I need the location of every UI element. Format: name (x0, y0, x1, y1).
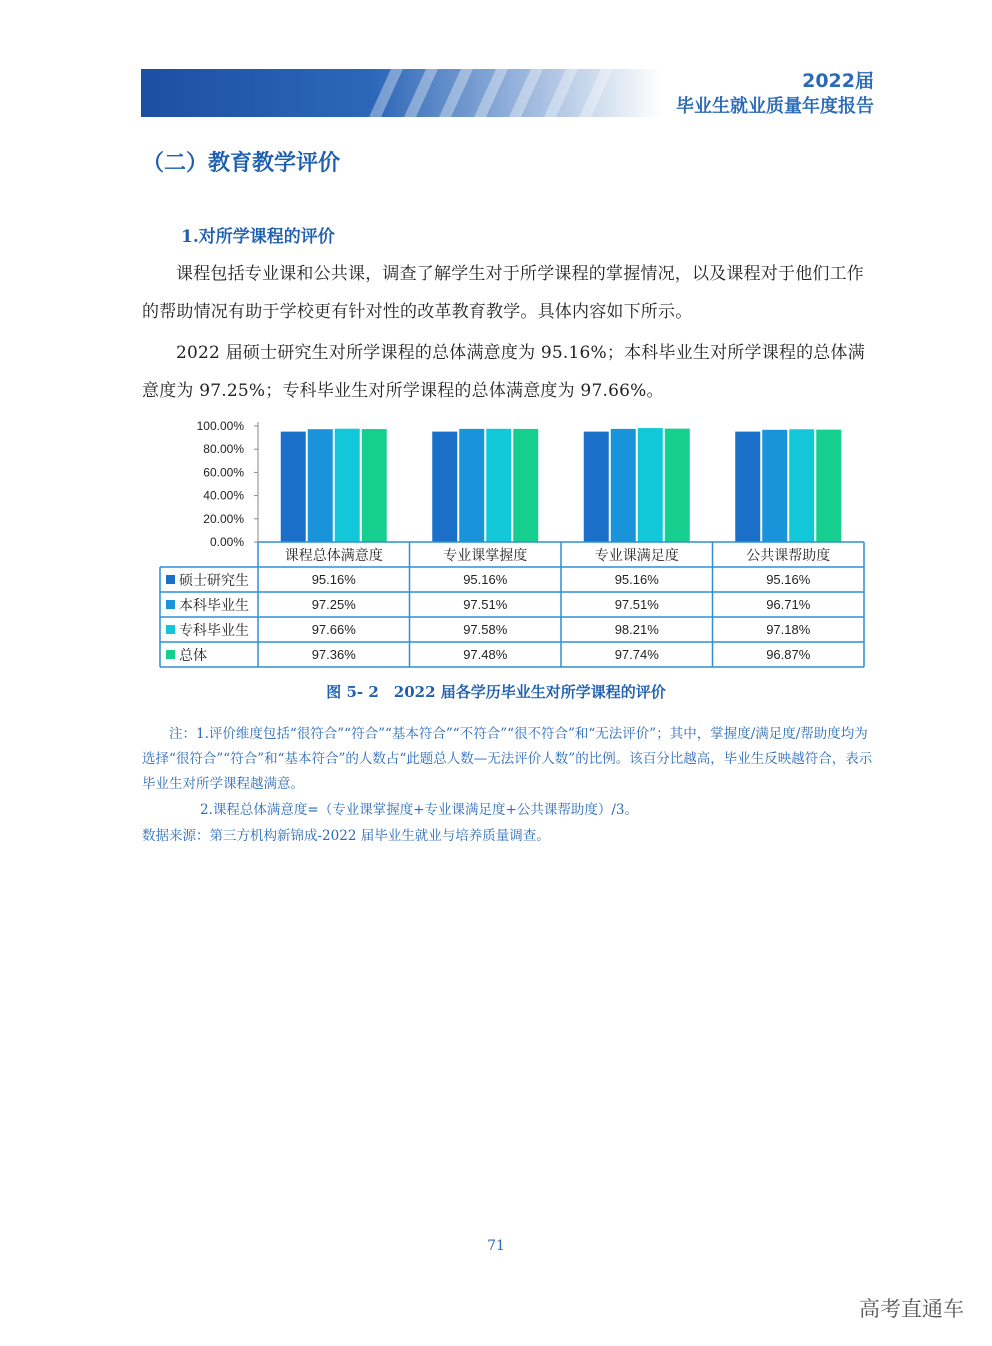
data-label: 97.51% (614, 597, 659, 612)
bar-2-4 (762, 430, 787, 542)
data-source: 数据来源：第三方机构新锦成-2022 届毕业生就业与培养质量调查。 (142, 828, 550, 844)
bar-2-3 (611, 429, 636, 542)
section-title: （二）教育教学评价 (142, 151, 341, 176)
data-label: 96.71% (766, 597, 811, 612)
legend-series-name: 总体 (179, 648, 207, 664)
paragraph-intro: 课程包括专业课和公共课，调查了解学生对于所学课程的掌握情况，以及课程对于他们工作的帮助情况有助于学校更有针对性的改革教育教学。具体内容如下所示。 (142, 264, 864, 322)
report-name: 毕业生就业质量年度报告 (676, 96, 874, 117)
data-label: 97.18% (766, 622, 811, 637)
header-decoration-bar (141, 69, 661, 117)
y-tick-label: 60.00% (203, 465, 244, 480)
bar-3-4 (789, 429, 814, 542)
data-label: 97.48% (463, 647, 508, 662)
data-label: 95.16% (766, 572, 811, 587)
bar-2-1 (308, 429, 333, 542)
data-label: 97.66% (311, 622, 356, 637)
legend-swatch (166, 575, 175, 584)
y-tick-label: 20.00% (203, 511, 244, 526)
bar-4-2 (513, 429, 538, 542)
category-label: 专业课满足度 (594, 548, 679, 564)
bar-3-2 (486, 429, 511, 542)
bar-3-3 (638, 428, 663, 542)
legend-series-name: 硕士研究生 (179, 573, 249, 589)
data-label: 97.25% (311, 597, 356, 612)
bar-4-4 (816, 430, 841, 542)
bar-1-2 (432, 432, 457, 542)
bar-4-1 (362, 429, 387, 542)
data-label: 97.36% (311, 647, 356, 662)
paragraph-satisfaction: 2022 届硕士研究生对所学课程的总体满意度为 95.16%；本科毕业生对所学课程的总体满意度为 97.25%；专科毕业生对所学课程的总体满意度为 97.66%。 (142, 343, 865, 401)
bar-2-2 (459, 429, 484, 542)
chart-svg (150, 412, 870, 670)
figure-caption: 图 5- 2 2022 届各学历毕业生对所学课程的评价 (326, 683, 666, 701)
page-number: 71 (487, 1238, 505, 1254)
bar-1-1 (281, 432, 306, 542)
legend-swatch (166, 600, 175, 609)
legend-swatch (166, 625, 175, 634)
y-tick-label: 40.00% (203, 488, 244, 503)
category-label: 课程总体满意度 (284, 548, 383, 564)
note-1: 注：1.评价维度包括“很符合”“符合”“基本符合”“不符合”“很不符合”和“无法评价”；其中，掌握度/满足度/帮助度均为选择“很符合”“符合”和“基本符合”的人数占“此题总人数—无法评价人数”的比例。该百分比越高，毕业生反映越符合，表示毕业生对所学课程越满意。 (142, 726, 873, 792)
bar-1-3 (584, 432, 609, 542)
note-2: 2.课程总体满意度=（专业课掌握度+专业课满足度+公共课帮助度）/3。 (200, 802, 638, 818)
legend-series-name: 专科毕业生 (179, 623, 249, 639)
watermark: 高考直通车 (859, 1297, 964, 1321)
data-label: 95.16% (311, 572, 356, 587)
data-label: 97.58% (463, 622, 508, 637)
bar-4-3 (665, 429, 690, 542)
y-tick-label: 0.00% (209, 535, 244, 549)
y-tick-label: 80.00% (203, 442, 244, 457)
report-year: 2022届 (802, 70, 874, 92)
data-label: 95.16% (614, 572, 659, 587)
report-header (676, 68, 874, 120)
category-label: 专业课掌握度 (443, 548, 528, 564)
data-label: 95.16% (463, 572, 508, 587)
data-label: 97.74% (614, 647, 659, 662)
data-label: 97.51% (463, 597, 508, 612)
bar-3-1 (335, 429, 360, 542)
legend-series-name: 本科毕业生 (179, 598, 249, 614)
bar-1-4 (735, 432, 760, 542)
sub-title: 1.对所学课程的评价 (181, 227, 335, 247)
y-tick-label: 100.00% (196, 419, 244, 433)
course-evaluation-chart (150, 412, 870, 670)
legend-swatch (166, 650, 175, 659)
category-label: 公共课帮助度 (746, 548, 831, 564)
data-label: 96.87% (766, 647, 811, 662)
data-label: 98.21% (614, 622, 659, 637)
